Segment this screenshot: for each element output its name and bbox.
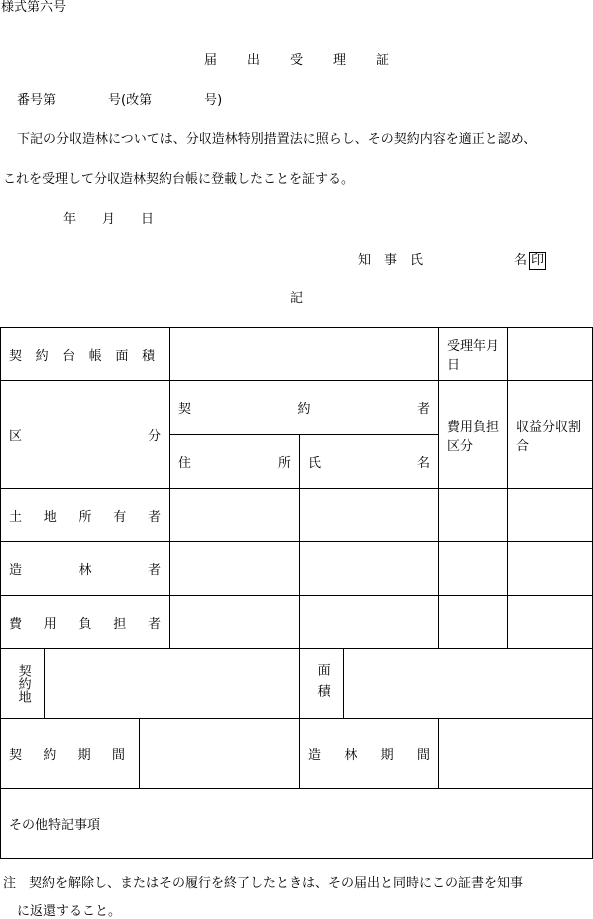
certificate-table: [0, 327, 593, 859]
cell-forester-name: [300, 542, 439, 596]
form-number: 様式第六号: [1, 0, 67, 15]
cell-forestation-period: 造林期間: [300, 719, 439, 789]
cell-cost-bearer-ratio: [508, 596, 593, 649]
document-title: [0, 54, 593, 67]
cell-forestation-period-value: [439, 719, 593, 789]
title-char: 出: [246, 53, 260, 68]
cell-contract-period: 契約期間: [1, 719, 140, 789]
cell-other-notes: その他特記事項: [1, 789, 593, 859]
cell-cost-bearer-cost: [439, 596, 508, 649]
cell-landowner-address: [170, 489, 300, 542]
date-line: 年 月 日: [63, 212, 155, 227]
title-char: 届: [203, 53, 217, 68]
cell-forester-ratio: [508, 542, 593, 596]
cell-contractor: 契約者: [170, 381, 439, 435]
signature-label: 知 事 氏 名: [358, 253, 528, 268]
cell-name: 氏名: [300, 435, 439, 489]
cell-profit-share-ratio: 収益分収割合: [508, 381, 593, 489]
cell-contract-ledger-area-value: [170, 328, 439, 381]
cell-area-value: [344, 649, 593, 719]
body-text-line-2: これを受理して分収造林契約台帳に登載したことを証する。: [3, 172, 355, 187]
cell-received-date-value: [508, 328, 593, 381]
title-char: 理: [333, 53, 347, 68]
title-char: 受: [289, 53, 303, 68]
cell-forester-cost: [439, 542, 508, 596]
title-char: 証: [376, 53, 390, 68]
certificate-number-line: 番号第 号(改第 号): [17, 93, 223, 108]
cell-cost-bearer: 費用負担者: [1, 596, 170, 649]
seal-mark: 印: [531, 253, 545, 268]
signature-line: [358, 252, 546, 270]
note-line-2: に返還すること。: [17, 904, 122, 919]
cell-contract-land-value: [45, 649, 300, 719]
cell-area: 面積: [300, 649, 344, 719]
cell-landowner-ratio: [508, 489, 593, 542]
cell-cost-bearer-address: [170, 596, 300, 649]
ki-heading: 記: [289, 291, 303, 306]
body-text-line-1: 下記の分収造林については、分収造林特別措置法に照らし、その契約内容を適正と認め、: [17, 132, 537, 147]
cell-landowner-cost: [439, 489, 508, 542]
cell-forester: 造林者: [1, 542, 170, 596]
cell-cost-bearer-name: [300, 596, 439, 649]
cell-contract-land: 契約地: [1, 649, 45, 719]
cell-contract-ledger-area: 契約台帳面積: [1, 328, 170, 381]
cell-forester-address: [170, 542, 300, 596]
note-line-1: 注 契約を解除し、またはその履行を終了したときは、その届出と同時にこの証書を知事: [3, 876, 524, 891]
cell-cost-share-category: 費用負担区分: [439, 381, 508, 489]
cell-address: 住所: [170, 435, 300, 489]
cell-contract-period-value: [140, 719, 300, 789]
cell-category: 区分: [1, 381, 170, 489]
cell-landowner: 土地所有者: [1, 489, 170, 542]
cell-landowner-name: [300, 489, 439, 542]
cell-received-date-label: 受理年月日: [439, 328, 508, 381]
